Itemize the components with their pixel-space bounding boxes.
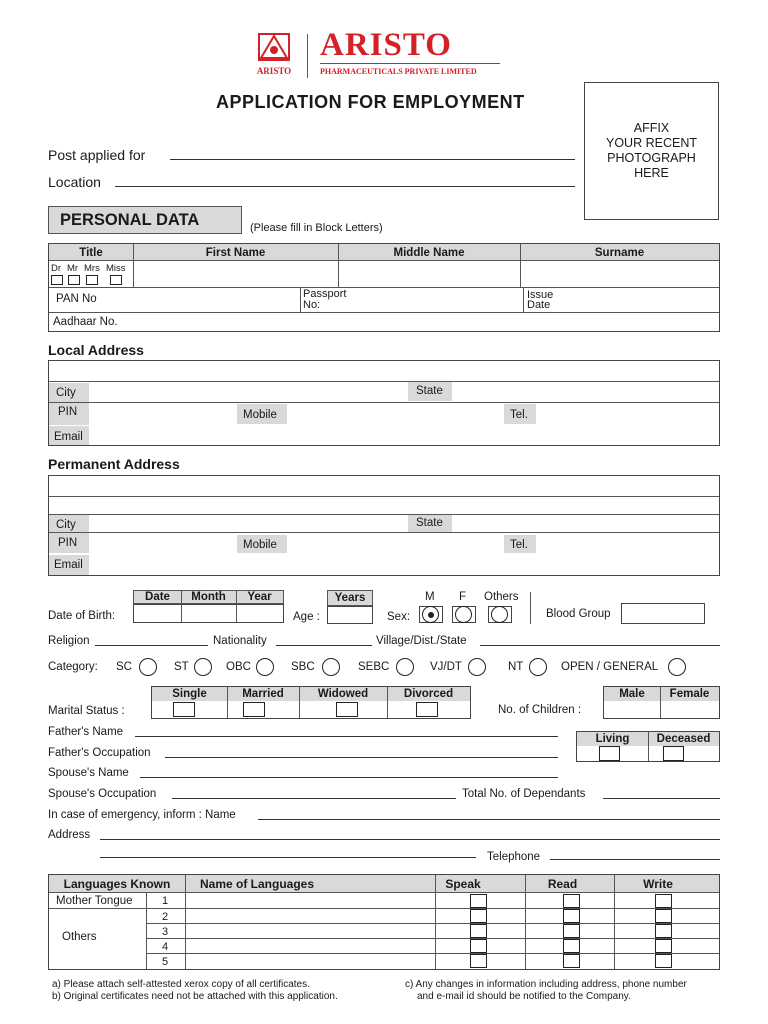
local-email-label: Email (54, 431, 83, 443)
sex-others-label: Others (484, 591, 519, 603)
nationality-label: Nationality (213, 635, 267, 647)
lang-row-line-2 (146, 923, 719, 924)
local-address-heading: Local Address (48, 342, 144, 358)
dob-divider-1 (181, 590, 182, 623)
lang-row-4-num: 4 (162, 941, 169, 953)
col-first-name: First Name (205, 247, 266, 259)
category-nt-radio[interactable] (529, 658, 547, 676)
sex-f-radio[interactable] (455, 606, 472, 623)
children-male-label: Male (619, 688, 645, 700)
lang-col-name: Name of Languages (200, 877, 315, 891)
title-miss-checkbox[interactable] (110, 275, 122, 285)
note-c-2: and e-mail id should be notified to the Company. (417, 991, 631, 1002)
lang-1-speak-checkbox[interactable] (470, 894, 487, 908)
lang-col-speak: Speak (445, 877, 481, 891)
marital-single-checkbox[interactable] (173, 702, 195, 717)
lang-num-div (146, 892, 147, 969)
category-nt-label: NT (508, 661, 524, 673)
category-sbc-label: SBC (291, 661, 315, 673)
pan-label: PAN No (56, 293, 97, 305)
lang-row-line-0 (49, 892, 719, 893)
issue-date-label: Issue (527, 289, 554, 301)
passport-label-2: No: (303, 299, 321, 311)
passport-label: Passport (303, 288, 347, 300)
personal-data-heading (48, 206, 242, 234)
photo-box[interactable] (584, 82, 719, 220)
col-surname: Surname (594, 247, 645, 259)
note-c-1: c) Any changes in information including address, phone number (405, 979, 687, 990)
category-vjdt-label: VJ/DT (430, 661, 462, 673)
note-b: b) Original certificates need not be attached with this application. (52, 991, 338, 1002)
blood-group-label: Blood Group (546, 608, 611, 620)
dependants-label: Total No. of Dependants (462, 788, 586, 800)
local-state-label: State (416, 385, 443, 397)
photo-text-1: AFFIX (633, 121, 670, 135)
title-mr-label: Mr (67, 263, 79, 274)
title-mrs-label: Mrs (84, 263, 100, 274)
spouse-occupation-label: Spouse's Occupation (48, 788, 157, 800)
location-label: Location (48, 174, 101, 190)
lang-2-read-checkbox[interactable] (563, 909, 580, 923)
perm-email-label: Email (54, 559, 83, 571)
form-title: APPLICATION FOR EMPLOYMENT (216, 92, 525, 112)
title-dr-label: Dr (51, 263, 62, 274)
title-mr-checkbox[interactable] (68, 275, 80, 285)
col-middle-name: Middle Name (393, 247, 465, 259)
telephone-label: Telephone (487, 851, 541, 863)
lang-1-write-checkbox[interactable] (655, 894, 672, 908)
perm-row-1 (49, 496, 719, 497)
lang-row-line-1 (49, 908, 719, 909)
age-label: Age : (293, 611, 320, 623)
lang-col-write: Write (643, 877, 673, 891)
father-deceased-label: Deceased (656, 733, 711, 745)
row-divider-3 (49, 312, 719, 313)
category-open-radio[interactable] (668, 658, 686, 676)
sex-m-label: M (425, 591, 435, 603)
local-city-label: City (56, 387, 76, 399)
father-deceased-checkbox[interactable] (663, 746, 684, 761)
mother-tongue-label: Mother Tongue (56, 895, 133, 907)
address-field-2[interactable] (100, 848, 476, 858)
col-title: Title (79, 247, 103, 259)
lang-row-3-num: 3 (162, 926, 169, 938)
dob-month-header: Month (191, 591, 226, 603)
marital-widowed-label: Widowed (317, 688, 369, 700)
marital-label: Marital Status : (48, 705, 125, 717)
local-mobile-label: Mobile (243, 409, 277, 421)
children-female-label: Female (669, 688, 710, 700)
dob-input[interactable] (133, 604, 284, 623)
lang-row-line-4 (146, 953, 719, 954)
category-st-label: ST (174, 661, 189, 673)
lang-row-line-3 (146, 938, 719, 939)
nationality-field[interactable] (276, 636, 372, 646)
permanent-address-box[interactable] (48, 475, 720, 576)
category-vjdt-radio[interactable] (468, 658, 486, 676)
brand-subtitle: PHARMACEUTICALS PRIVATE LIMITED (320, 67, 477, 76)
marital-married-checkbox[interactable] (243, 702, 265, 717)
religion-field[interactable] (95, 636, 208, 646)
marital-single-label: Single (172, 688, 207, 700)
category-open-label: OPEN / GENERAL (561, 661, 659, 673)
perm-pin-label: PIN (58, 537, 78, 549)
logo-text: ARISTO (256, 66, 292, 76)
dob-year-header: Year (247, 591, 272, 603)
father-name-label: Father's Name (48, 726, 124, 738)
marital-divorced-checkbox[interactable] (416, 702, 438, 717)
sex-others-radio[interactable] (491, 606, 508, 623)
father-occupation-label: Father's Occupation (48, 747, 151, 759)
lang-3-speak-checkbox[interactable] (470, 924, 487, 938)
post-applied-field[interactable] (170, 148, 575, 160)
logo-icon (256, 32, 296, 62)
category-obc-label: OBC (226, 661, 251, 673)
marital-divorced-label: Divorced (403, 688, 454, 700)
lang-div-1 (185, 875, 186, 969)
title-dr-checkbox[interactable] (51, 275, 63, 285)
category-sc-radio[interactable] (139, 658, 157, 676)
category-obc-radio[interactable] (256, 658, 274, 676)
local-tel-label: Tel. (510, 409, 528, 421)
lang-4-read-checkbox[interactable] (563, 939, 580, 953)
others-label: Others (62, 931, 97, 943)
marital-married-label: Married (242, 688, 284, 700)
perm-mobile-label: Mobile (243, 539, 277, 551)
lang-4-speak-checkbox[interactable] (470, 939, 487, 953)
passport-divider (300, 287, 301, 312)
father-occupation-field[interactable] (165, 748, 558, 758)
aadhaar-label: Aadhaar No. (53, 316, 118, 328)
brand-underline (320, 63, 500, 64)
emergency-field[interactable] (258, 810, 720, 820)
village-field[interactable] (480, 636, 720, 646)
children-label: No. of Children : (498, 704, 582, 716)
local-row-1 (49, 381, 719, 382)
post-applied-label: Post applied for (48, 147, 146, 163)
category-label: Category: (48, 661, 98, 673)
row-divider-1 (49, 260, 719, 261)
blood-group-input[interactable] (621, 603, 705, 624)
lang-3-write-checkbox[interactable] (655, 924, 672, 938)
lang-row-2-num: 2 (162, 911, 169, 923)
spouse-name-field[interactable] (140, 768, 558, 778)
marital-widowed-checkbox[interactable] (336, 702, 358, 717)
perm-tel-label: Tel. (510, 539, 528, 551)
village-label: Village/Dist./State (376, 635, 467, 647)
dob-divider-2 (236, 590, 237, 623)
block-letters-note: (Please fill in Block Letters) (250, 222, 383, 234)
father-name-field[interactable] (135, 727, 558, 737)
perm-city-label: City (56, 519, 76, 531)
category-sc-label: SC (116, 661, 132, 673)
category-st-radio[interactable] (194, 658, 212, 676)
age-years-header: Years (334, 592, 366, 604)
father-living-label: Living (595, 733, 630, 745)
lang-4-write-checkbox[interactable] (655, 939, 672, 953)
spouse-name-label: Spouse's Name (48, 767, 129, 779)
local-address-box[interactable] (48, 360, 720, 446)
lang-1-read-checkbox[interactable] (563, 894, 580, 908)
dob-date-header: Date (145, 591, 170, 603)
age-input[interactable] (327, 606, 373, 624)
title-mrs-checkbox[interactable] (86, 275, 98, 285)
photo-text-3: PHOTOGRAPH (607, 151, 696, 165)
telephone-field[interactable] (550, 850, 720, 860)
religion-label: Religion (48, 635, 90, 647)
sex-label: Sex: (387, 611, 411, 623)
spouse-occupation-field[interactable] (172, 789, 456, 799)
local-row-2 (49, 402, 719, 403)
col-divider-3 (520, 244, 521, 287)
emergency-label: In case of emergency, inform : Name (48, 809, 236, 821)
lang-5-speak-checkbox[interactable] (470, 954, 487, 968)
local-pin-label: PIN (58, 406, 78, 418)
category-sebc-radio[interactable] (396, 658, 414, 676)
father-living-checkbox[interactable] (599, 746, 620, 761)
company-logo (250, 32, 300, 82)
perm-state-label: State (416, 517, 443, 529)
permanent-address-heading: Permanent Address (48, 456, 180, 472)
col-divider-1 (133, 244, 134, 287)
issue-date-label-2: Date (527, 299, 551, 311)
personal-data-heading-text: PERSONAL DATA (60, 211, 200, 229)
title-miss-label: Miss (106, 263, 126, 274)
row-divider-2 (49, 287, 719, 288)
photo-text-2: YOUR RECENT (606, 136, 697, 150)
brand-name: ARISTO (320, 27, 452, 63)
sex-divider (530, 592, 531, 624)
lang-row-1-num: 1 (162, 895, 169, 907)
address-label: Address (48, 829, 91, 841)
address-field-1[interactable] (100, 830, 720, 840)
lang-col-read: Read (547, 877, 578, 891)
logo-divider (307, 34, 308, 78)
lang-col-known: Languages Known (63, 877, 171, 891)
lang-2-write-checkbox[interactable] (655, 909, 672, 923)
dob-label: Date of Birth: (48, 610, 116, 622)
sex-m-selected-dot (428, 612, 434, 618)
photo-text-4: HERE (634, 166, 669, 180)
issue-divider (523, 287, 524, 312)
lang-3-read-checkbox[interactable] (563, 924, 580, 938)
lang-5-read-checkbox[interactable] (563, 954, 580, 968)
category-sbc-radio[interactable] (322, 658, 340, 676)
location-field[interactable] (115, 175, 575, 187)
lang-5-write-checkbox[interactable] (655, 954, 672, 968)
col-divider-2 (338, 244, 339, 287)
perm-row-3 (49, 532, 719, 533)
lang-row-5-num: 5 (162, 956, 169, 968)
dependants-field[interactable] (603, 789, 720, 799)
category-sebc-label: SEBC (358, 661, 390, 673)
note-a: a) Please attach self-attested xerox copy of all certificates. (52, 979, 310, 990)
lang-2-speak-checkbox[interactable] (470, 909, 487, 923)
sex-f-label: F (459, 591, 467, 603)
perm-row-2 (49, 514, 719, 515)
